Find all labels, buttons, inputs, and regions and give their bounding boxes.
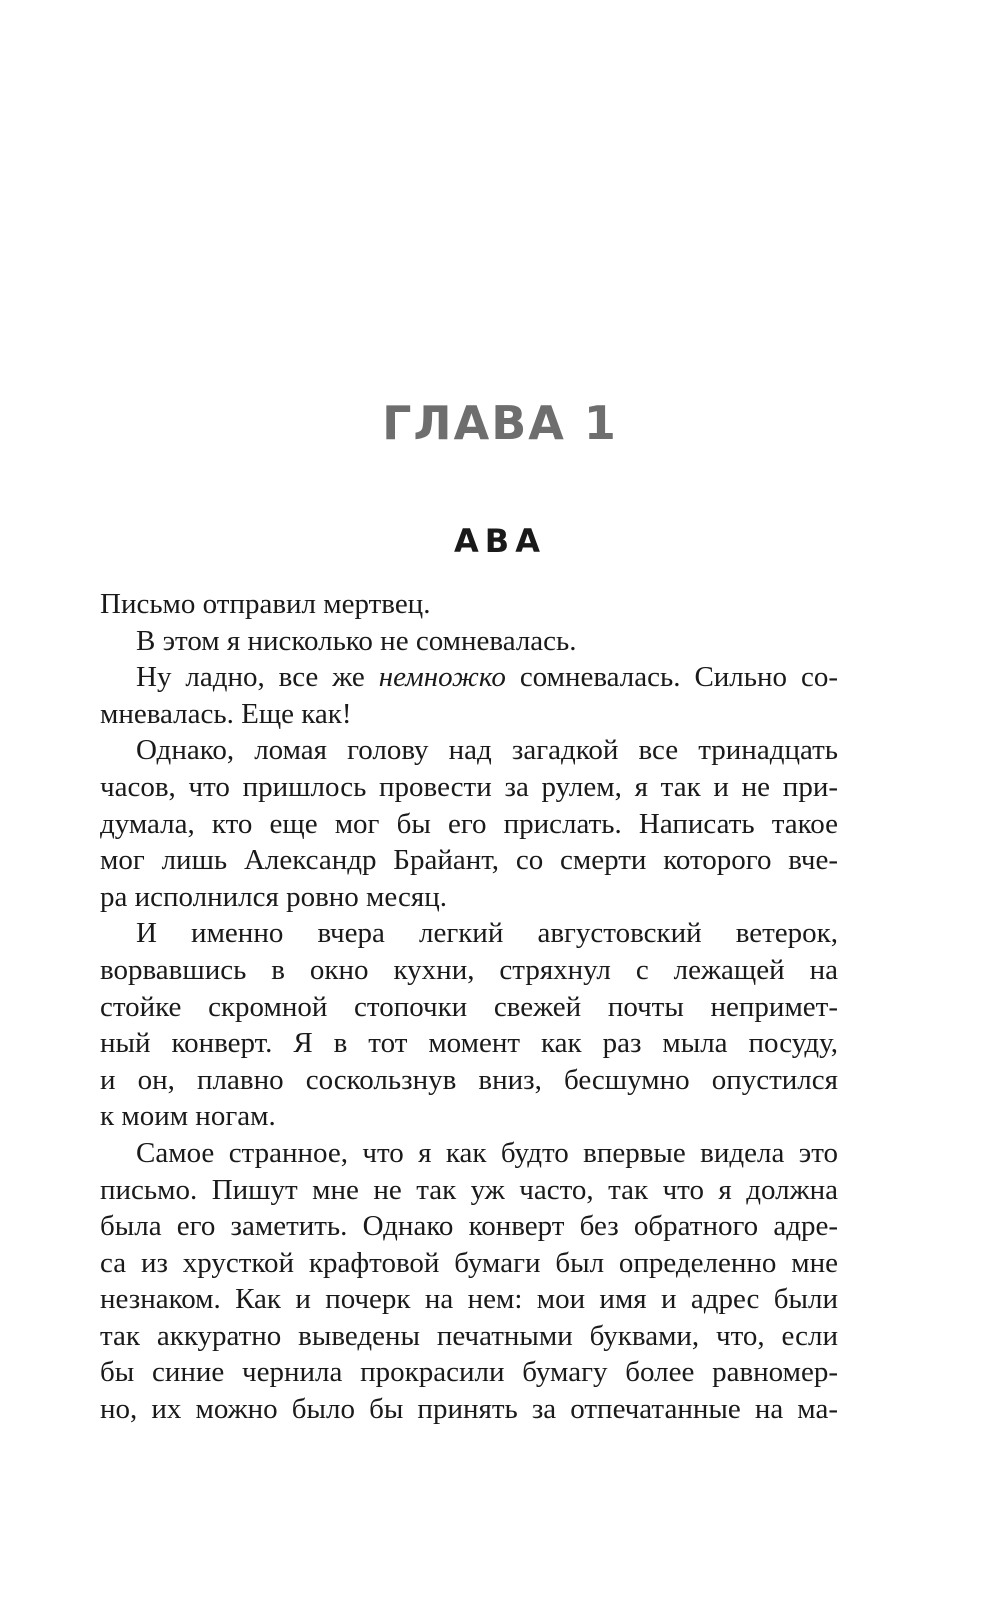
text-line: думала, кто еще мог бы его прислать. Написать такое [100,807,838,840]
text-line: незнаком. Как и почерк на нем: мои имя и адрес были [100,1283,838,1316]
text-line: часов, что пришлось провести за рулем, я так и не при- [100,770,838,803]
text-line: но, их можно было бы принять за отпечатанные на ма- [100,1393,838,1426]
text-segment: Ну ладно, все же [136,661,379,694]
text-line: мог лишь Александр Брайант, со смерти которого вче- [100,844,838,877]
text-line: так аккуратно выведены печатными буквами, что, если [100,1319,838,1352]
text-line: письмо. Пишут мне не так уж часто, так что я должна [100,1173,838,1206]
body-text [100,586,838,1428]
text-line: стойке скромной стопочки свежей почты непримет- [100,990,838,1023]
text-line: была его заметить. Однако конверт без обратного адре- [100,1210,838,1243]
text-line: бы синие чернила прокрасили бумагу более равномер- [100,1356,838,1389]
text-line: ворвавшись в окно кухни, стряхнул с лежащей на [100,953,838,986]
chapter-title: ГЛАВА 1 [382,396,618,450]
text-line: мневалась. Еще как! [100,697,352,730]
text-line: са из хрусткой крафтовой бумаги был определенно мне [100,1246,838,1279]
text-line: Письмо отправил мертвец. [100,588,431,620]
text-line: И именно вчера легкий августовский ветерок, [136,917,838,950]
text-line: к моим ногам. [100,1100,276,1133]
text-line [100,659,838,696]
section-title: АВА [454,522,546,560]
text-line: ра исполнился ровно месяц. [100,880,447,913]
emphasis-text: немножко [378,661,506,694]
text-line: Однако, ломая голову над загадкой все тринадцать [136,734,838,767]
text-line: В этом я нисколько не сомневалась. [136,624,577,657]
text-line: Самое странное, что я как будто впервые видела это [136,1136,838,1169]
text-line: и он, плавно соскользнув вниз, бесшумно опустился [100,1063,838,1096]
text-line: ный конверт. Я в тот момент как раз мыла посуду, [100,1027,838,1060]
text-segment: сомневалась. Сильно со- [505,661,838,694]
